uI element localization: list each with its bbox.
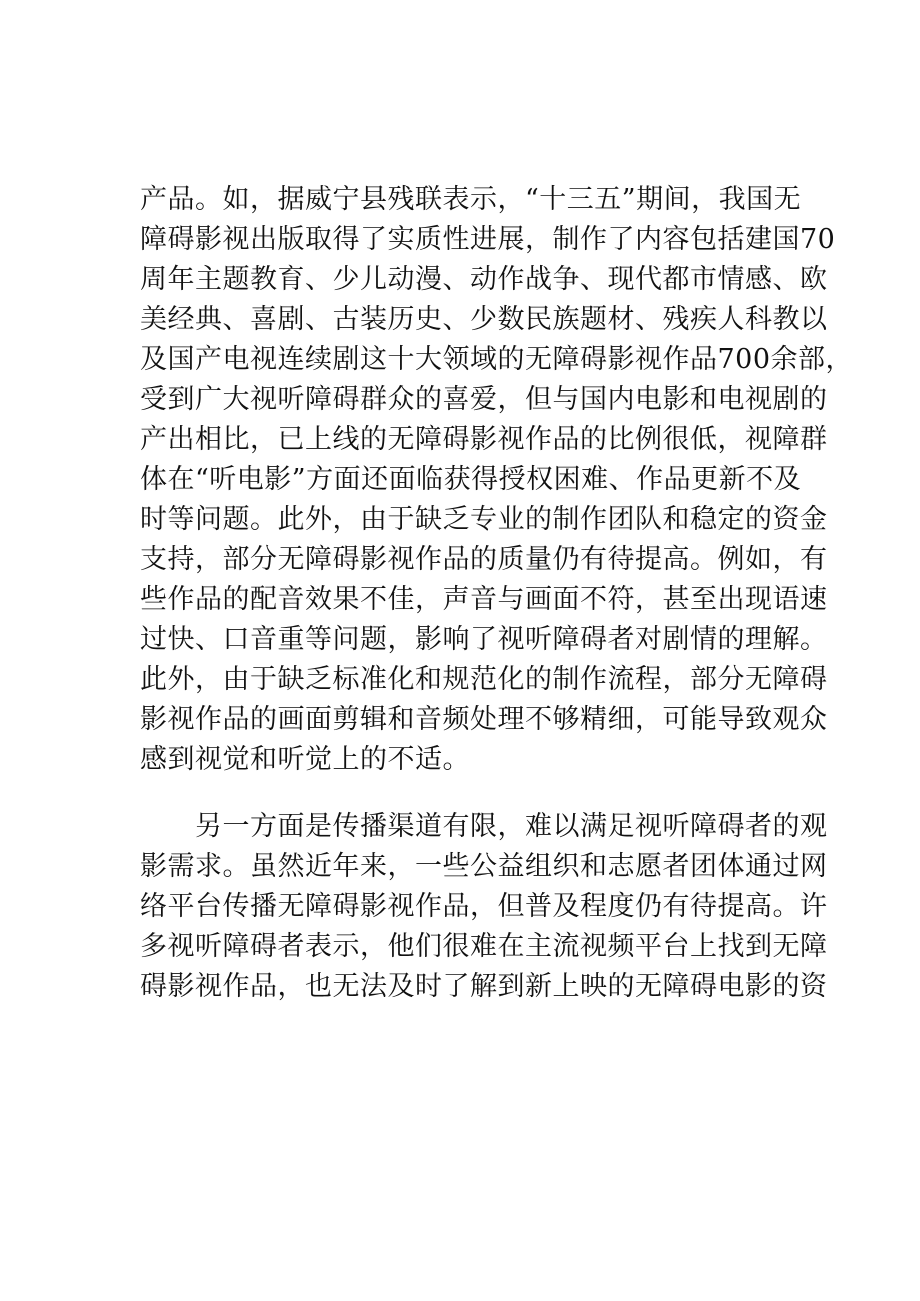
text-line: 过快、口音重等问题，影响了视听障碍者对剧情的理解。 xyxy=(140,624,828,655)
text-line: 些作品的配音效果不佳，声音与画面不符，甚至出现语速 xyxy=(140,584,828,615)
text-line: 影视作品的画面剪辑和音频处理不够精细，可能导致观众 xyxy=(140,704,828,735)
text-line: 障碍影视出版取得了实质性进展，制作了内容包括建国70 xyxy=(140,224,836,255)
text-line: 此外，由于缺乏标准化和规范化的制作流程，部分无障碍 xyxy=(140,664,828,695)
text-line: 时等问题。此外，由于缺乏专业的制作团队和稳定的资金 xyxy=(140,504,828,535)
text-line: 产品。如，据威宁县残联表示，“十三五”期间，我国无 xyxy=(140,184,802,215)
document-body xyxy=(140,180,854,1007)
text-line: 及国产电视连续剧这十大领域的无障碍影视作品700余部， xyxy=(140,344,854,375)
text-line: 受到广大视听障碍群众的喜爱，但与国内电影和电视剧的 xyxy=(140,384,828,415)
paragraph-spacing xyxy=(140,780,800,807)
text-line: 周年主题教育、少儿动漫、动作战争、现代都市情感、欧 xyxy=(140,264,828,295)
text-line: 络平台传播无障碍影视作品，但普及程度仍有待提高。许 xyxy=(140,891,828,922)
text-line: 另一方面是传播渠道有限，难以满足视听障碍者的观 xyxy=(195,811,828,842)
text-line: 体在“听电影”方面还面临获得授权困难、作品更新不及 xyxy=(140,464,802,495)
text-line: 影需求。虽然近年来，一些公益组织和志愿者团体通过网 xyxy=(140,851,828,882)
text-line: 碍影视作品，也无法及时了解到新上映的无障碍电影的资 xyxy=(140,971,828,1002)
text-line: 多视听障碍者表示，他们很难在主流视频平台上找到无障 xyxy=(140,931,828,962)
text-line: 感到视觉和听觉上的不适。 xyxy=(140,744,470,775)
paragraph xyxy=(140,807,828,1007)
text-line: 支持，部分无障碍影视作品的质量仍有待提高。例如，有 xyxy=(140,544,828,575)
text-line: 美经典、喜剧、古装历史、少数民族题材、残疾人科教以 xyxy=(140,304,828,335)
paragraph xyxy=(140,180,854,780)
text-line: 产出相比，已上线的无障碍影视作品的比例很低，视障群 xyxy=(140,424,828,455)
